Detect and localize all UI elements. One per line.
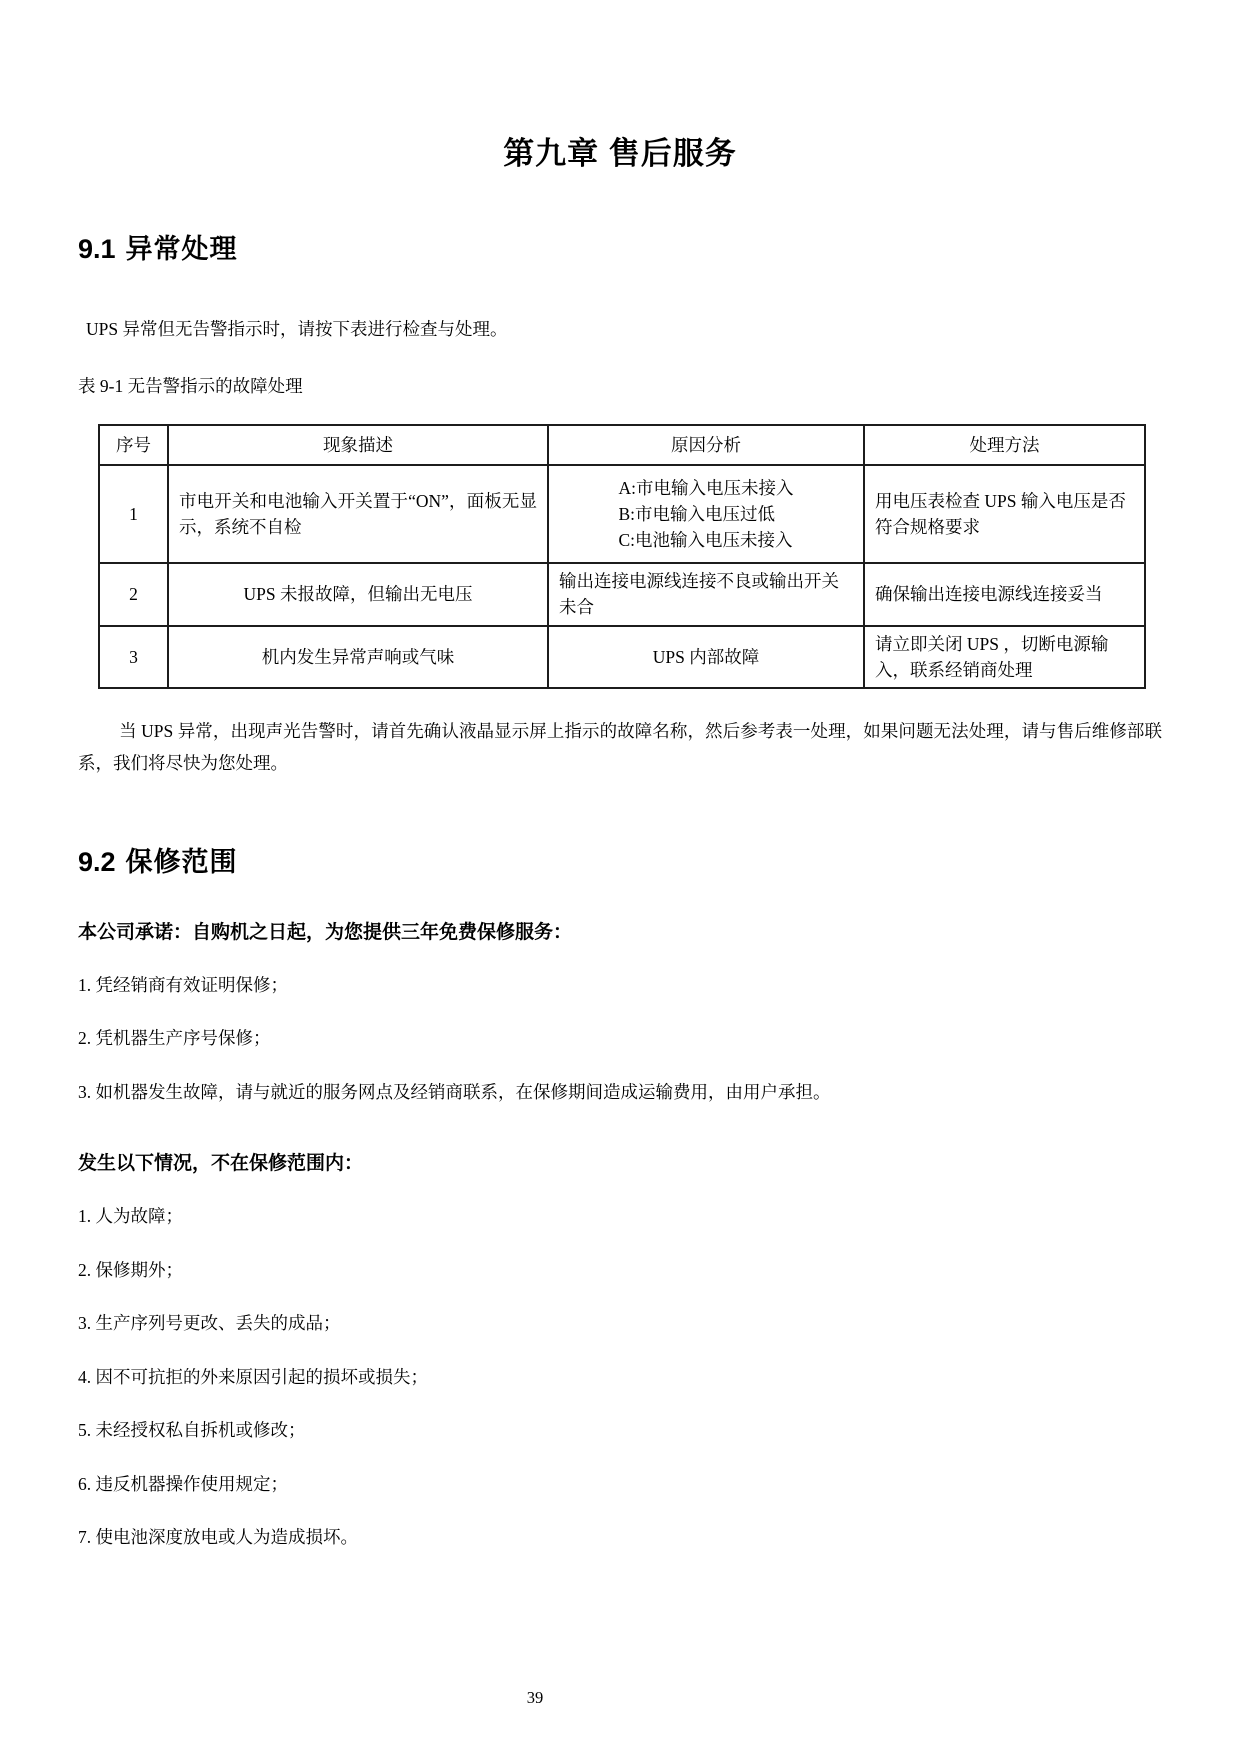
exclusion-item: 1. 人为故障；: [78, 1206, 183, 1227]
intro-paragraph: UPS 异常但无告警指示时，请按下表进行检查与处理。: [86, 319, 508, 339]
row2-no: 2: [99, 563, 168, 626]
row1-cause-lines: [619, 475, 794, 554]
row1-cause: [548, 465, 864, 563]
row2-phenomenon: UPS 未报故障，但输出无电压: [168, 563, 548, 626]
col-header-phenomenon: 现象描述: [168, 425, 548, 465]
section-9-1-title: 异常处理: [125, 234, 238, 264]
row3-solution: 请立即关闭 UPS ，切断电源输入，联系经销商处理: [864, 626, 1145, 689]
exclusion-item: 3. 生产序列号更改、丢失的成品；: [78, 1313, 341, 1334]
warranty-promise-heading: 本公司承诺：自购机之日起，为您提供三年免费保修服务：: [78, 921, 573, 943]
row1-solution: 用电压表检查 UPS 输入电压是否符合规格要求: [864, 465, 1145, 563]
cause-line-a: A:市电输入电压未接入: [618, 477, 794, 498]
row3-no: 3: [99, 626, 168, 689]
table-row: [99, 626, 1145, 689]
row2-cause: 输出连接电源线连接不良或输出开关未合: [548, 563, 864, 626]
section-9-1-number: 9.1: [78, 234, 116, 264]
warranty-term-item: 3. 如机器发生故障，请与就近的服务网点及经销商联系，在保修期间造成运输费用，由用户承担。: [78, 1081, 831, 1102]
col-header-solution: 处理方法: [864, 425, 1145, 465]
section-9-2-heading: [78, 840, 1162, 879]
warranty-term-item: 1. 凭经销商有效证明保修；: [78, 974, 288, 995]
table-caption: 表 9-1 无告警指示的故障处理: [78, 376, 303, 396]
warranty-exclusion-heading: 发生以下情况，不在保修范围内：: [78, 1153, 364, 1175]
warranty-exclusions-list: [78, 1204, 1162, 1550]
row1-no: 1: [99, 465, 168, 563]
exclusion-item: 5. 未经授权私自拆机或修改；: [78, 1420, 306, 1441]
warranty-term-item: 2. 凭机器生产序号保修；: [78, 1028, 271, 1049]
warranty-terms-list: [78, 973, 1162, 1105]
exclusion-item: 2. 保修期外；: [78, 1259, 183, 1280]
exclusion-item: 7. 使电池深度放电或人为造成损坏。: [78, 1527, 358, 1548]
table-header-row: [99, 425, 1145, 465]
col-header-no: 序号: [99, 425, 168, 465]
exclusion-item: 4. 因不可抗拒的外来原因引起的损坏或损失；: [78, 1366, 428, 1387]
row2-solution: 确保输出连接电源线连接妥当: [864, 563, 1145, 626]
row1-phenomenon: 市电开关和电池输入开关置于“ON”，面板无显示，系统不自检: [168, 465, 548, 563]
row3-cause: UPS 内部故障: [548, 626, 864, 689]
page-number: 39: [526, 1688, 544, 1707]
table-row: [99, 563, 1145, 626]
cause-line-b: B:市电输入电压过低: [618, 503, 776, 524]
table-row: [99, 465, 1145, 563]
section-9-2-number: 9.2: [78, 846, 116, 877]
alarm-note-paragraph: 当 UPS 异常，出现声光告警时，请首先确认液晶显示屏上指示的故障名称，然后参考表一处理，如果问题无法处理，请与售后维修部联系，我们将尽快为您处理。: [78, 721, 1162, 774]
exclusion-item: 6. 违反机器操作使用规定；: [78, 1473, 288, 1494]
section-9-2-title: 保修范围: [125, 846, 238, 877]
row3-phenomenon: 机内发生异常声响或气味: [168, 626, 548, 689]
section-9-1-heading: [78, 227, 1162, 266]
chapter-title: 第九章 售后服务: [503, 136, 737, 171]
col-header-cause: 原因分析: [548, 425, 864, 465]
cause-line-c: C:电池输入电压未接入: [618, 530, 793, 551]
fault-handling-table: [98, 424, 1146, 689]
